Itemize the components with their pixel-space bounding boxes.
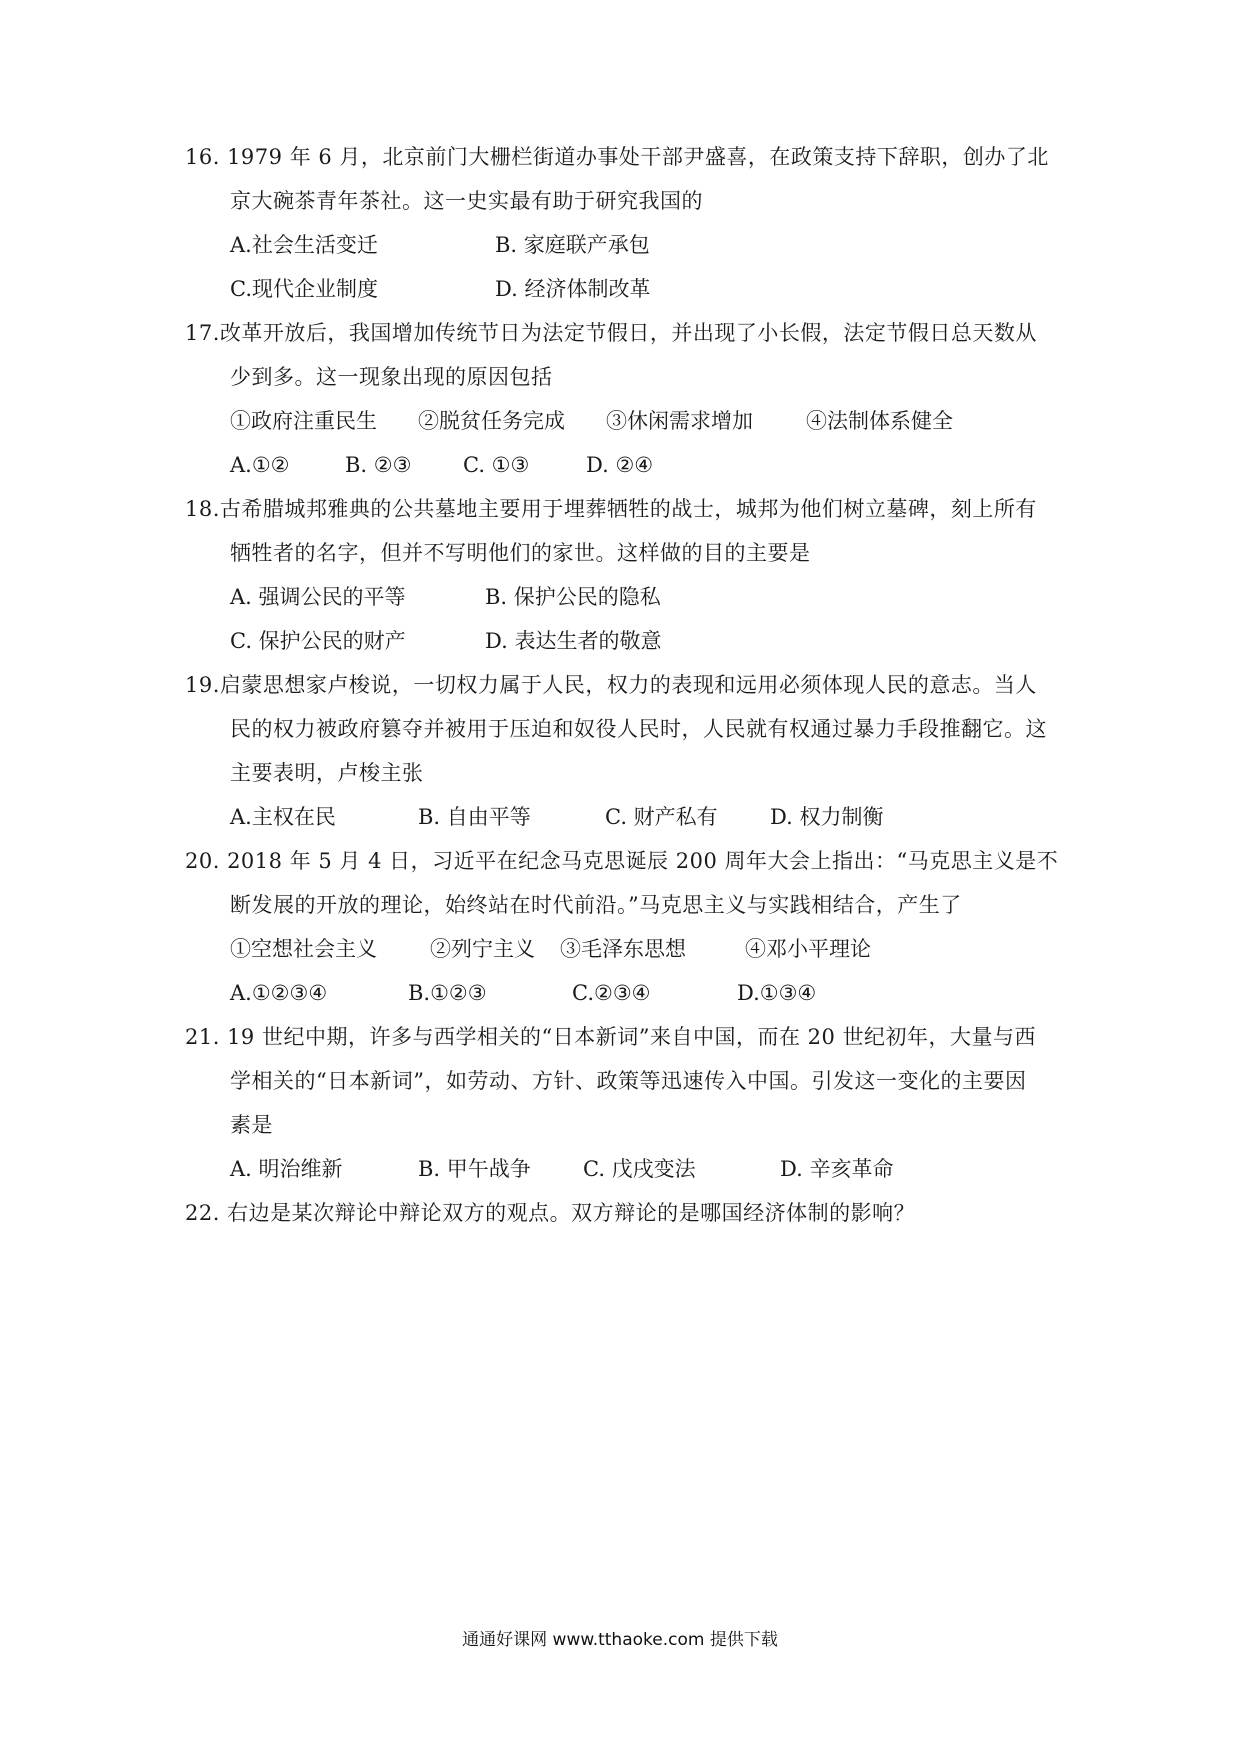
q18-option-c: C. 保护公民的财产 (230, 629, 406, 653)
q21-line-1: 21. 19 世纪中期，许多与西学相关的“日本新词”来自中国，而在 20 世纪初年，大量与西 (185, 1025, 1037, 1049)
q21-line-2: 学相关的“日本新词”，如劳动、方针、政策等迅速传入中国。引发这一变化的主要因 (230, 1069, 1027, 1093)
q18-option-a: A. 强调公民的平等 (230, 585, 406, 609)
q17-item-4: ④法制体系健全 (806, 409, 953, 433)
q19-line-3: 主要表明，卢梭主张 (230, 761, 424, 785)
q16-option-d: D. 经济体制改革 (495, 277, 651, 301)
q16-option-c: C.现代企业制度 (230, 277, 378, 301)
q22-line-1: 22. 右边是某次辩论中辩论双方的观点。双方辩论的是哪国经济体制的影响？ (185, 1201, 916, 1225)
q20-option-c: C.②③④ (572, 981, 651, 1005)
q16-option-b: B. 家庭联产承包 (495, 233, 650, 257)
q21-option-a: A. 明治维新 (230, 1157, 343, 1181)
q17-item-1: ①政府注重民生 (230, 409, 377, 433)
q17-line-1: 17.改革开放后，我国增加传统节日为法定节假日，并出现了小长假，法定节假日总天数从 (185, 321, 1037, 345)
q20-item-3: ③毛泽东思想 (560, 937, 686, 961)
q21-option-d: D. 辛亥革命 (780, 1157, 894, 1181)
q20-item-2: ②列宁主义 (430, 937, 535, 961)
q19-option-c: C. 财产私有 (605, 805, 718, 829)
q19-line-1: 19.启蒙思想家卢梭说，一切权力属于人民，权力的表现和远用必须体现人民的意志。当人 (185, 673, 1037, 697)
q21-option-c: C. 戊戌变法 (583, 1157, 696, 1181)
q17-option-d: D. ②④ (586, 453, 654, 477)
q19-option-a: A.主权在民 (230, 805, 336, 829)
q17-item-2: ②脱贫任务完成 (418, 409, 565, 433)
q16-line-2: 京大碗茶青年茶社。这一史实最有助于研究我国的 (230, 189, 703, 213)
q16-option-a: A.社会生活变迁 (230, 233, 378, 257)
q20-option-d: D.①③④ (737, 981, 817, 1005)
q20-line-1: 20. 2018 年 5 月 4 日，习近平在纪念马克思诞辰 200 周年大会上指出：“马克思主义是不 (185, 849, 1059, 873)
q17-line-2: 少到多。这一现象出现的原因包括 (230, 365, 553, 389)
q20-option-b: B.①②③ (408, 981, 487, 1005)
q18-option-b: B. 保护公民的隐私 (485, 585, 661, 609)
q18-line-2: 牺牲者的名字，但并不写明他们的家世。这样做的目的主要是 (230, 541, 811, 565)
q17-option-a: A.①② (230, 453, 290, 477)
footer-download-notice: 通通好课网 www.tthaoke.com 提供下载 (462, 1630, 778, 1650)
q17-item-3: ③休闲需求增加 (606, 409, 753, 433)
q19-line-2: 民的权力被政府篡夺并被用于压迫和奴役人民时，人民就有权通过暴力手段推翻它。这 (230, 717, 1047, 741)
q20-item-1: ①空想社会主义 (230, 937, 377, 961)
q20-option-a: A.①②③④ (230, 981, 328, 1005)
q17-option-b: B. ②③ (345, 453, 412, 477)
q16-line-1: 16. 1979 年 6 月，北京前门大栅栏街道办事处干部尹盛喜，在政策支持下辞职，创办了北 (185, 145, 1049, 169)
q19-option-d: D. 权力制衡 (770, 805, 884, 829)
q19-option-b: B. 自由平等 (418, 805, 531, 829)
q21-option-b: B. 甲午战争 (418, 1157, 531, 1181)
q20-item-4: ④邓小平理论 (745, 937, 871, 961)
q18-option-d: D. 表达生者的敬意 (485, 629, 662, 653)
q21-line-3: 素是 (230, 1113, 273, 1137)
q18-line-1: 18.古希腊城邦雅典的公共墓地主要用于埋葬牺牲的战士，城邦为他们树立墓碑，刻上所有 (185, 497, 1037, 521)
q20-line-2: 断发展的开放的理论，始终站在时代前沿。”马克思主义与实践相结合，产生了 (230, 893, 962, 917)
q17-option-c: C. ①③ (463, 453, 530, 477)
